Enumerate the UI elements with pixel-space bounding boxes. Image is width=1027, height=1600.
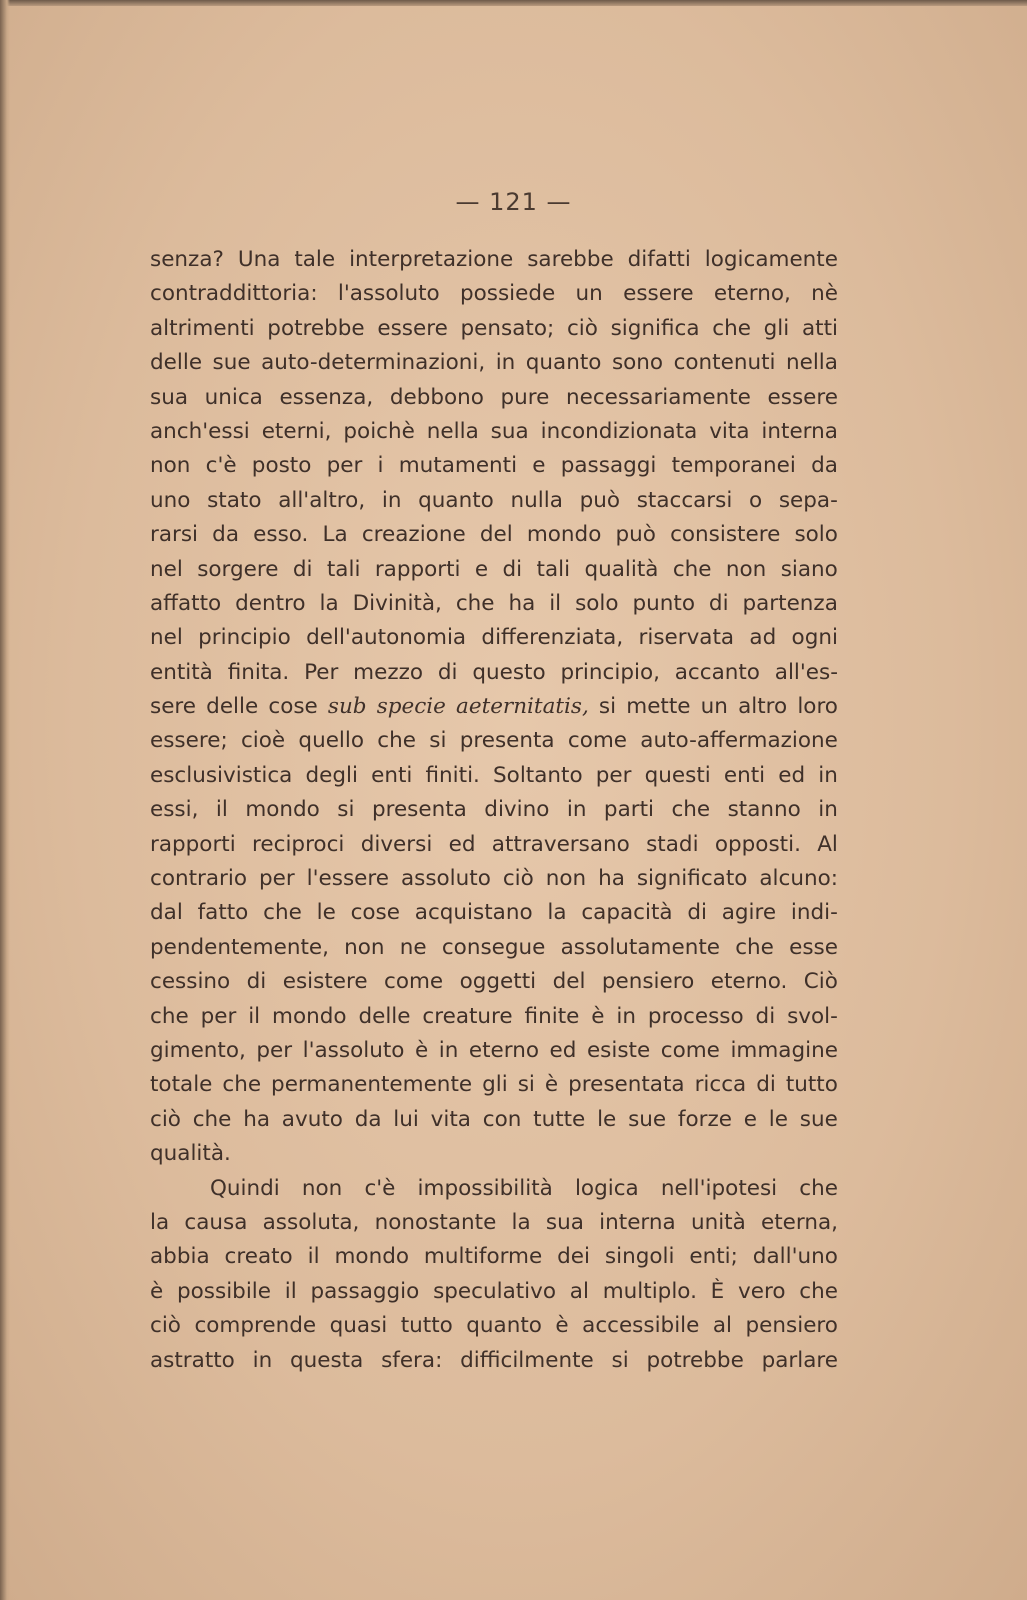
text-line: essere; cioè quello che si presenta come auto-affermazione — [150, 728, 838, 754]
text-line: cessino di esistere come oggetti del pensiero eterno. Ciò — [150, 969, 838, 995]
text-line: qualità. — [150, 1141, 231, 1167]
text-line: non c'è posto per i mutamenti e passaggi temporanei da — [150, 453, 838, 479]
text-line: rapporti reciproci diversi ed attraversano stadi opposti. Al — [150, 831, 838, 857]
paragraph — [150, 243, 838, 1172]
text-line: dal fatto che le cose acquistano la capacità di agire indi- — [150, 900, 838, 926]
text-line: contrario per l'essere assoluto ciò non ha significato alcuno: — [150, 866, 838, 892]
body-text — [150, 243, 838, 1378]
text-line: nel principio dell'autonomia differenziata, riservata ad ogni — [150, 625, 838, 651]
text-line: la causa assoluta, nonostante la sua interna unità eterna, — [150, 1209, 838, 1235]
text-line: totale che permanentemente gli si è presentata ricca di tutto — [150, 1072, 838, 1098]
text-line: uno stato all'altro, in quanto nulla può staccarsi o sepa- — [150, 487, 838, 513]
text-line: anch'essi eterni, poichè nella sua incondizionata vita interna — [150, 418, 838, 444]
page-binding-edge — [0, 0, 10, 1600]
text-line: rarsi da esso. La creazione del mondo può consistere solo — [150, 522, 838, 548]
text-line: esclusivistica degli enti finiti. Soltanto per questi enti ed in — [150, 762, 838, 788]
text-line: è possibile il passaggio speculativo al multiplo. È vero che — [150, 1278, 838, 1304]
text-line: sere delle cose sub specie aeternitatis, si mette un altro loro — [150, 694, 838, 720]
text-line: nel sorgere di tali rapporti e di tali qualità che non siano — [150, 556, 838, 582]
text-line: sua unica essenza, debbono pure necessariamente essere — [150, 384, 838, 410]
text-line: delle sue auto-determinazioni, in quanto sono contenuti nella — [150, 350, 838, 376]
text-line: altrimenti potrebbe essere pensato; ciò significa che gli atti — [150, 315, 838, 341]
text-line: che per il mondo delle creature finite è in processo di svol- — [150, 1003, 838, 1029]
text-line: abbia creato il mondo multiforme dei singoli enti; dall'uno — [150, 1244, 838, 1270]
page-top-edge — [0, 0, 1027, 6]
text-line: Quindi non c'è impossibilità logica nell'ipotesi che — [210, 1175, 838, 1201]
text-line: astratto in questa sfera: difficilmente si potrebbe parlare — [150, 1347, 838, 1373]
text-line: entità finita. Per mezzo di questo principio, accanto all'es- — [150, 659, 838, 685]
text-line: contraddittoria: l'assoluto possiede un essere eterno, nè — [150, 281, 838, 307]
text-line: affatto dentro la Divinità, che ha il solo punto di partenza — [150, 590, 838, 616]
text-line: ciò comprende quasi tutto quanto è accessibile al pensiero — [150, 1313, 838, 1339]
text-line: senza? Una tale interpretazione sarebbe difatti logicamente — [150, 247, 838, 272]
page-number: — 121 — — [455, 188, 572, 216]
text-line: pendentemente, non ne consegue assolutamente che esse — [150, 934, 838, 960]
text-line: gimento, per l'assoluto è in eterno ed esiste come immagine — [150, 1037, 838, 1063]
text-line: essi, il mondo si presenta divino in parti che stanno in — [150, 797, 838, 823]
paragraph — [150, 1172, 838, 1378]
text-line: ciò che ha avuto da lui vita con tutte le sue forze e le sue — [150, 1106, 838, 1132]
